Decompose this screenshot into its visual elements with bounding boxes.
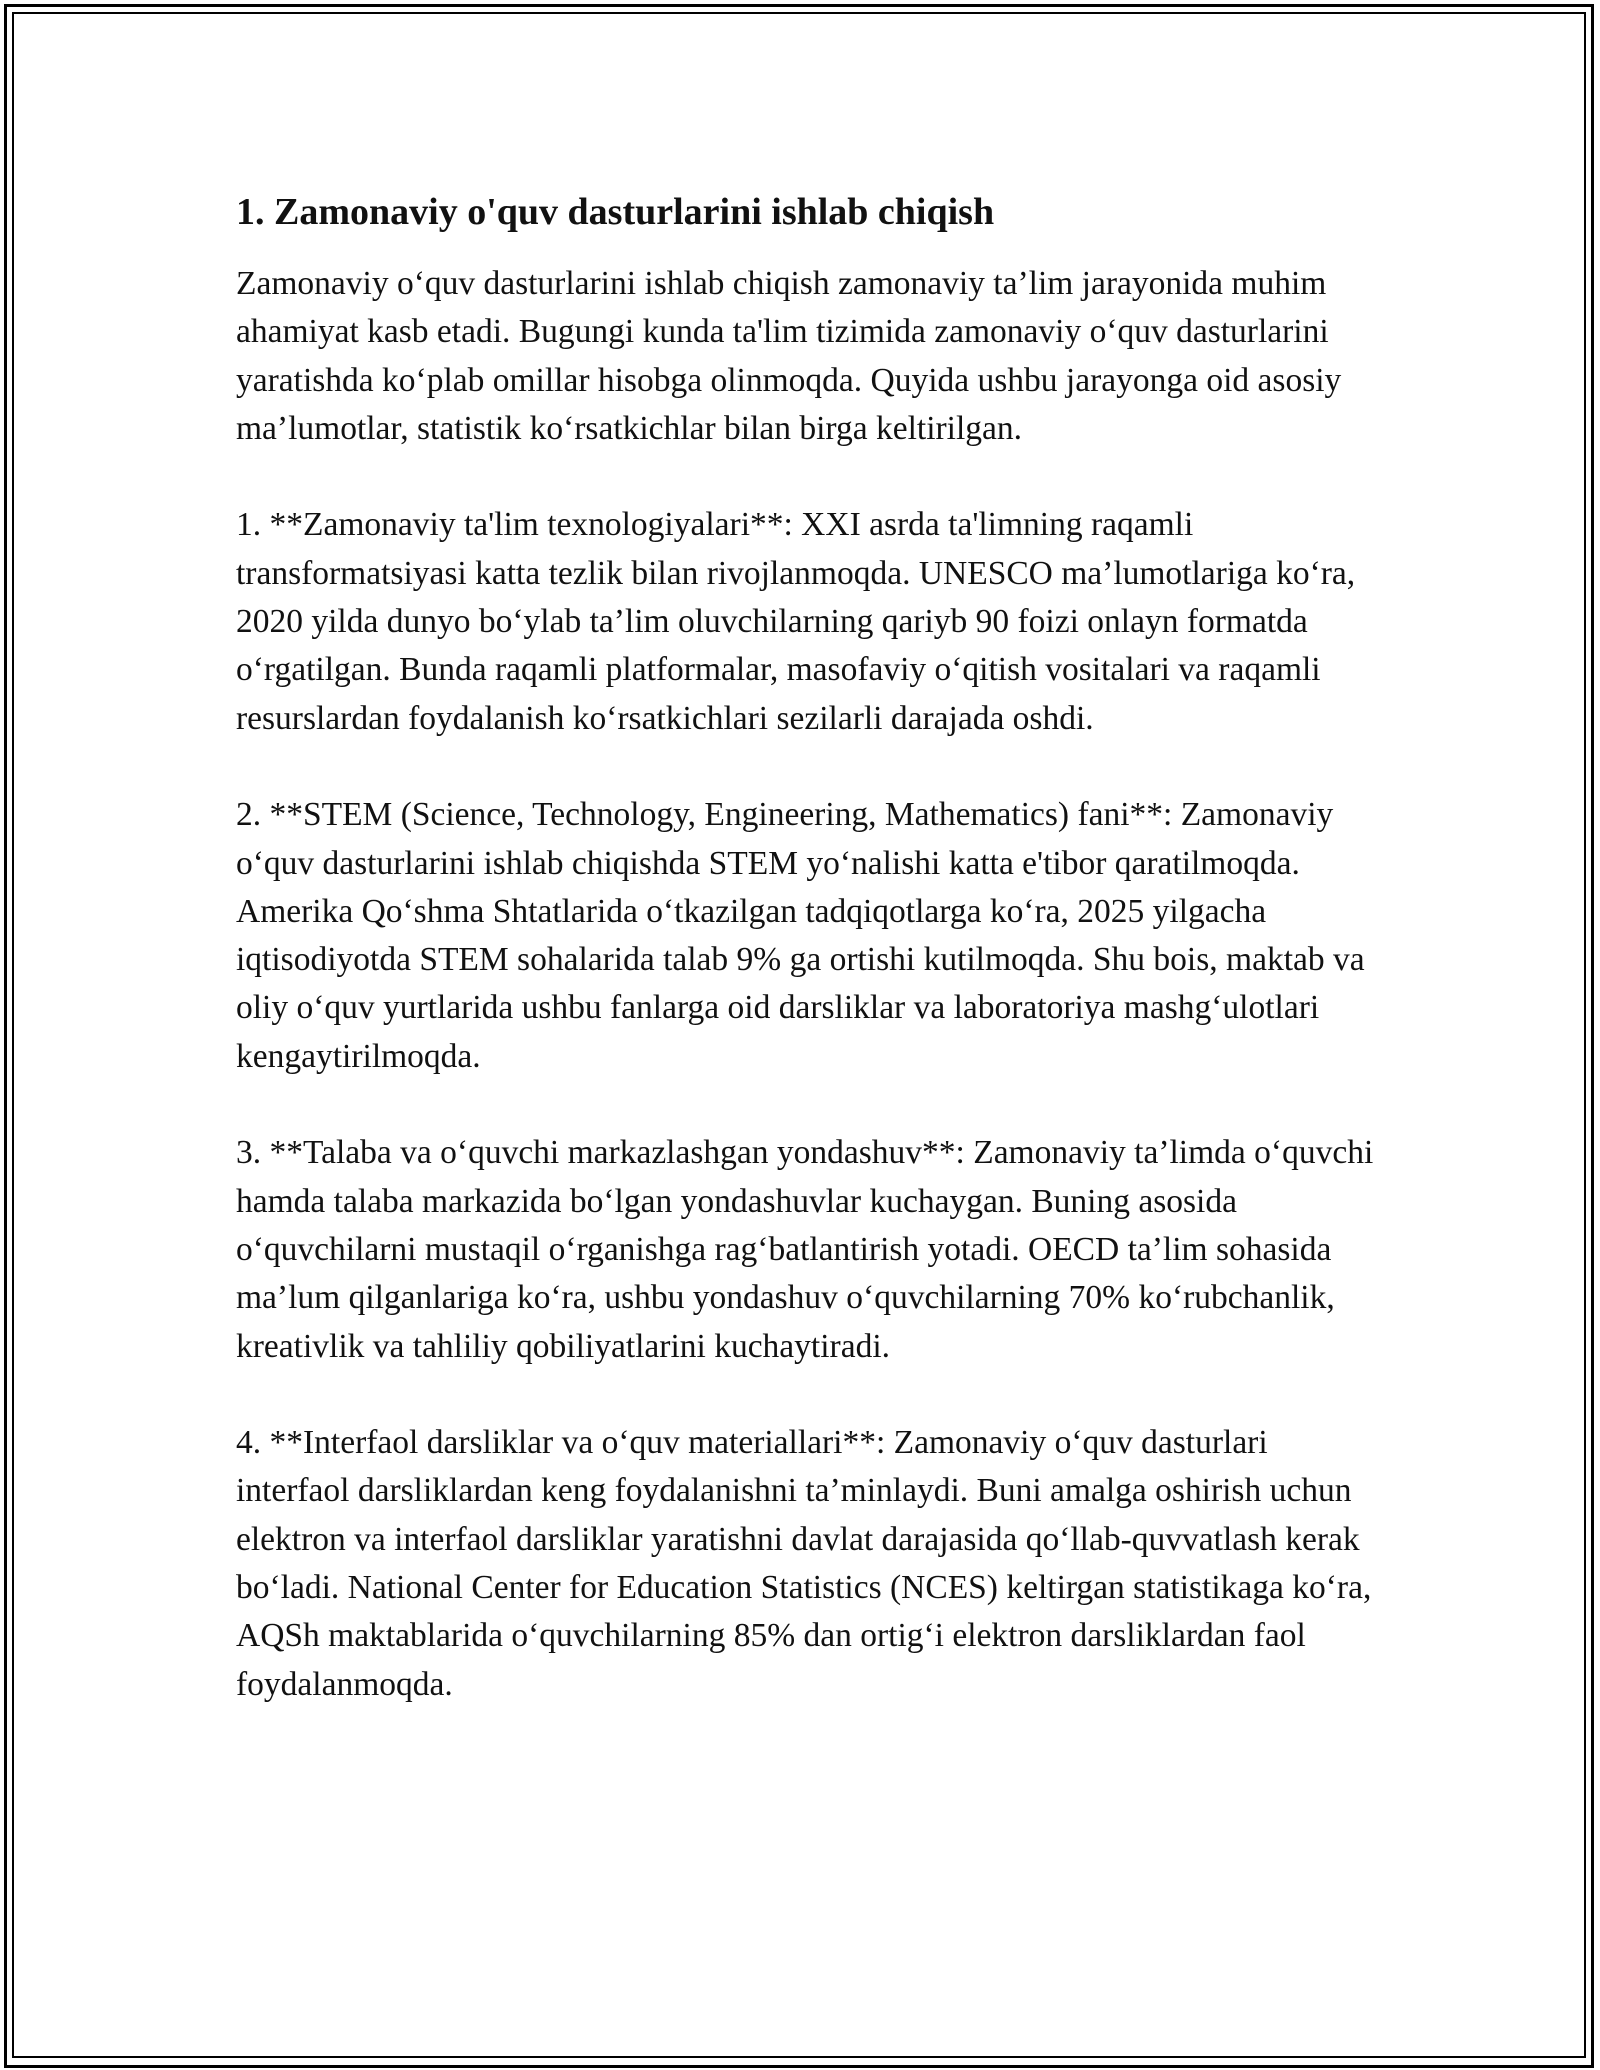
paragraph-stem: 2. **STEM (Science, Technology, Engineering, Mathematics) fani**: Zamonaviy oʻquv dasturlarini ishlab chiqishda STEM yoʻnalishi katta e'tibor qaratilmoqda. Amerika Qoʻshma Shtatlarida oʻtkazilgan tadqiqotlarga koʻra, 2025 yilgacha iqtisodiyotda STEM sohalarida talab 9% ga ortishi kutilmoqda. Shu bois, maktab va oliy oʻquv yurtlarida ushbu fanlarga oid darsliklar va laboratoriya mashgʻulotlari kengaytirilmoqda. xyxy=(236,796,1365,1075)
paragraph-education-technologies: 1. **Zamonaviy ta'lim texnologiyalari**: XXI asrda ta'limning raqamli transformatsiyasi katta tezlik bilan rivojlanmoqda. UNESCO ma’lumotlariga koʻra, 2020 yilda dunyo boʻylab ta’lim oluvchilarning qariyb 90 foizi onlayn formatda oʻrgatilgan. Bunda raqamli platformalar, masofaviy oʻqitish vositalari va raqamli resurslardan foydalanish koʻrsatkichlari sezilarli darajada oshdi. xyxy=(236,506,1356,737)
section-heading: 1. Zamonaviy o'quv dasturlarini ishlab chiqish xyxy=(236,191,995,233)
intro-paragraph: Zamonaviy oʻquv dasturlarini ishlab chiqish zamonaviy ta’lim jarayonida muhim ahamiyat kasb etadi. Bugungi kunda ta'lim tizimida zamonaviy oʻquv dasturlarini yaratishda koʻplab omillar hisobga olinmoqda. Quyida ushbu jarayonga oid asosiy ma’lumotlar, statistik koʻrsatkichlar bilan birga keltirilgan. xyxy=(236,265,1342,447)
document-body xyxy=(236,188,1376,1709)
paragraph-student-centered: 3. **Talaba va oʻquvchi markazlashgan yondashuv**: Zamonaviy ta’limda oʻquvchi hamda talaba markazida boʻlgan yondashuvlar kuchaygan. Buning asosida oʻquvchilarni mustaqil oʻrganishga ragʻbatlantirish yotadi. OECD ta’lim sohasida ma’lum qilganlariga koʻra, ushbu yondashuv oʻquvchilarning 70% koʻrubchanlik, kreativlik va tahliliy qobiliyatlarini kuchaytiradi. xyxy=(236,1134,1374,1365)
paragraph-interactive-textbooks: 4. **Interfaol darsliklar va oʻquv materiallari**: Zamonaviy oʻquv dasturlari interfaol darsliklardan keng foydalanishni ta’minlaydi. Buni amalga oshirish uchun elektron va interfaol darsliklar yaratishni davlat darajasida qoʻllab-quvvatlash kerak boʻladi. National Center for Education Statistics (NCES) keltirgan statistikaga koʻra, AQSh maktablarida oʻquvchilarning 85% dan ortigʻi elektron darsliklardan faol foydalanmoqda. xyxy=(236,1424,1372,1703)
